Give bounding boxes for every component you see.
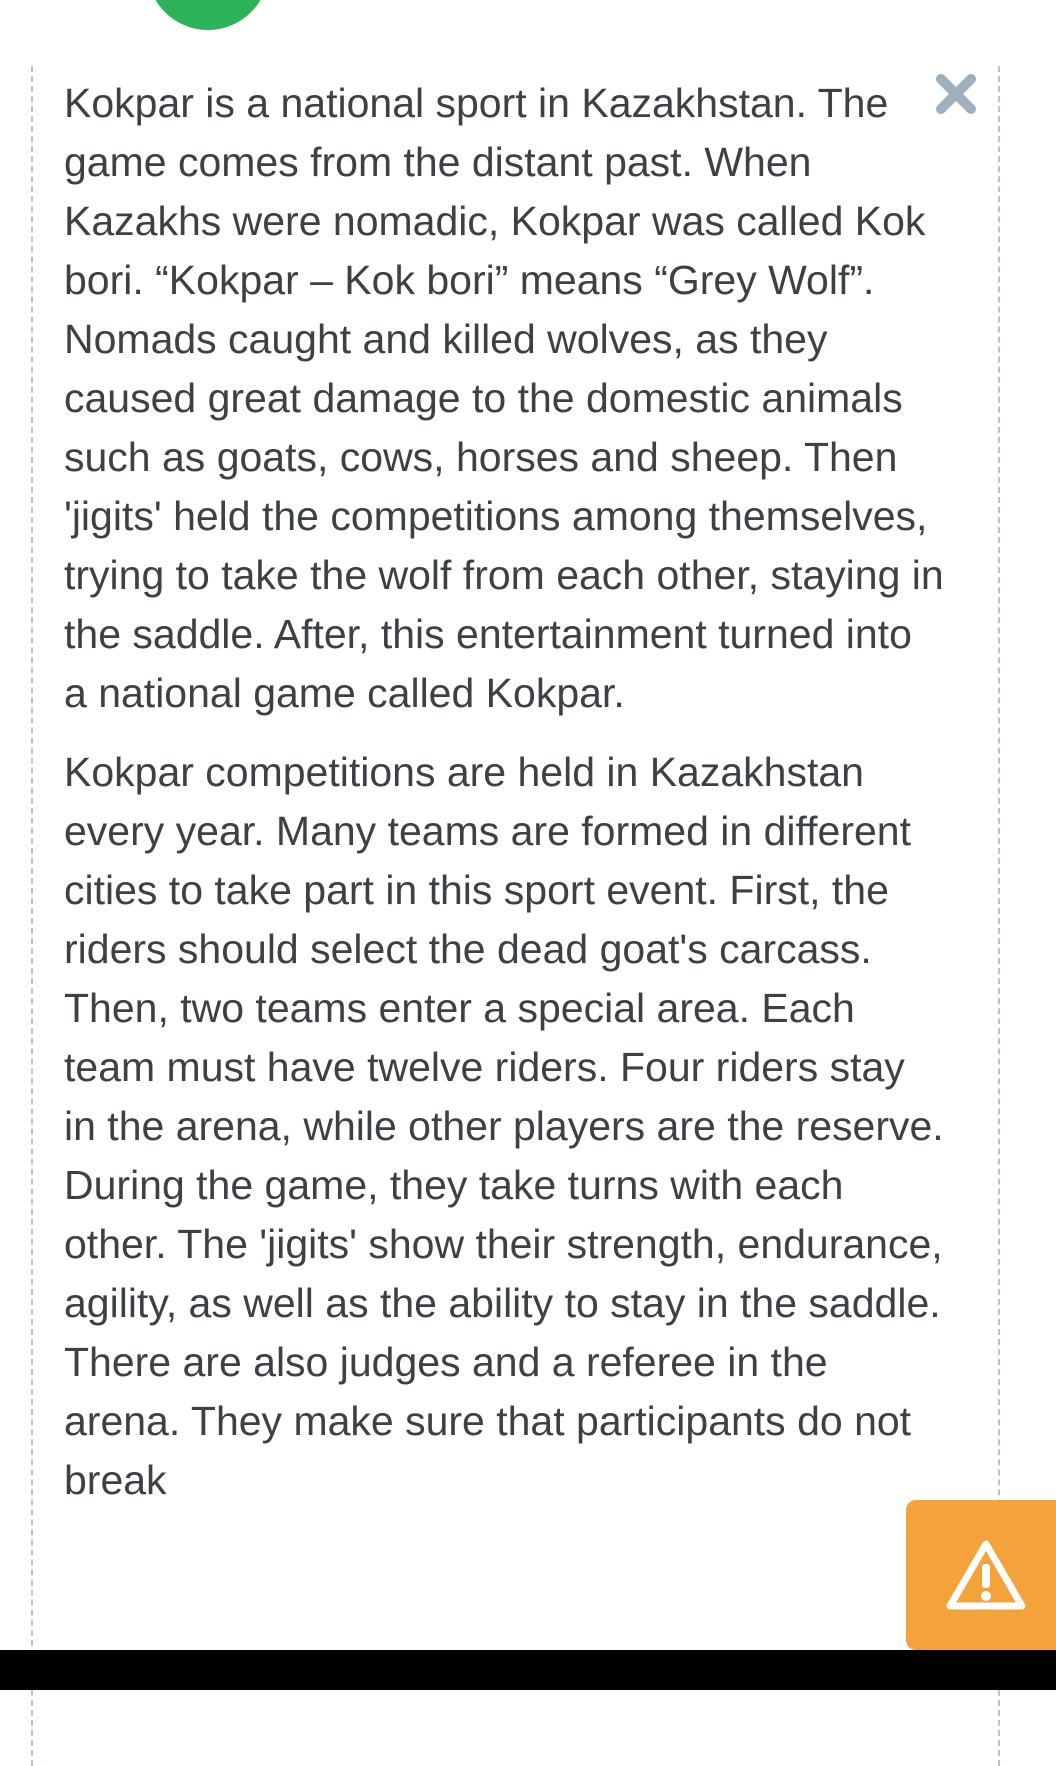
warning-icon [944,1538,1028,1612]
green-avatar-circle [147,0,269,30]
article-paragraph-1: Kokpar is a national sport in Kazakhstan. The game comes from the distant past. When Kazakhs were nomadic, Kokpar was called Kok bori. “Kokpar – Kok bori” means “Grey Wolf”. Nomads caught and killed wolves, as they caused great damage to the domestic animals such as goats, cows, horses and sheep. Then 'jigits' held the competitions among themselves, trying to take the wolf from each other, staying in the saddle. After, this entertainment turned into a national game called Kokpar. [64,80,944,716]
system-navigation-bar [0,1650,1056,1690]
report-warning-button[interactable] [906,1500,1056,1650]
article-paragraph-2: Kokpar competitions are held in Kazakhstan every year. Many teams are formed in different cities to take part in this sport event. First, the riders should select the dead goat's carcass. Then, two teams enter a special area. Each team must have twelve riders. Four riders stay in the arena, while other players are the reserve. During the game, they take turns with each other. The 'jigits' show their strength, endurance, agility, as well as the ability to stay in the saddle. There are also judges and a referee in the arena. They make sure that participants do not break [64,749,944,1503]
article-text [64,74,944,1530]
